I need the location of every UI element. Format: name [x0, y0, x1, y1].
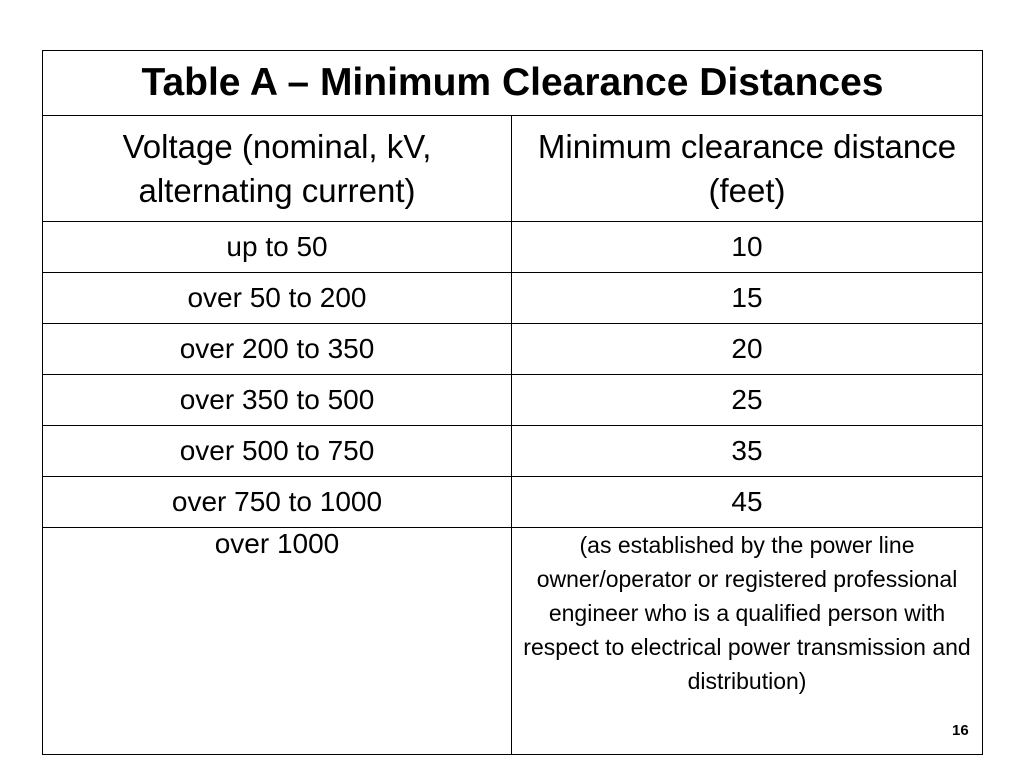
page-number: 16: [952, 722, 969, 739]
voltage-cell: over 500 to 750: [43, 426, 512, 477]
voltage-cell: over 50 to 200: [43, 273, 512, 324]
table-row: [43, 222, 983, 273]
table-row: [43, 426, 983, 477]
distance-cell: 10: [512, 222, 983, 273]
voltage-cell: over 750 to 1000: [43, 477, 512, 528]
distance-cell: 25: [512, 375, 983, 426]
voltage-cell: over 350 to 500: [43, 375, 512, 426]
table-row: [43, 273, 983, 324]
distance-cell: 15: [512, 273, 983, 324]
table-row: [43, 324, 983, 375]
table-row: [43, 375, 983, 426]
table-row: [43, 477, 983, 528]
header-clearance: Minimum clearance distance (feet): [512, 116, 983, 222]
voltage-cell: up to 50: [43, 222, 512, 273]
title-row: [43, 51, 983, 116]
distance-cell: 45: [512, 477, 983, 528]
voltage-cell: over 200 to 350: [43, 324, 512, 375]
distance-note-cell: (as established by the power line owner/operator or registered professional engineer who is a qualified person with respect to electrical power transmission and distribution): [512, 528, 983, 755]
header-row: [43, 116, 983, 222]
distance-cell: 35: [512, 426, 983, 477]
header-voltage: Voltage (nominal, kV, alternating current): [43, 116, 512, 222]
table-title: Table A – Minimum Clearance Distances: [43, 51, 983, 116]
table-row: [43, 528, 983, 755]
distance-cell: 20: [512, 324, 983, 375]
voltage-cell: over 1000: [43, 528, 512, 755]
clearance-table: [42, 50, 983, 755]
